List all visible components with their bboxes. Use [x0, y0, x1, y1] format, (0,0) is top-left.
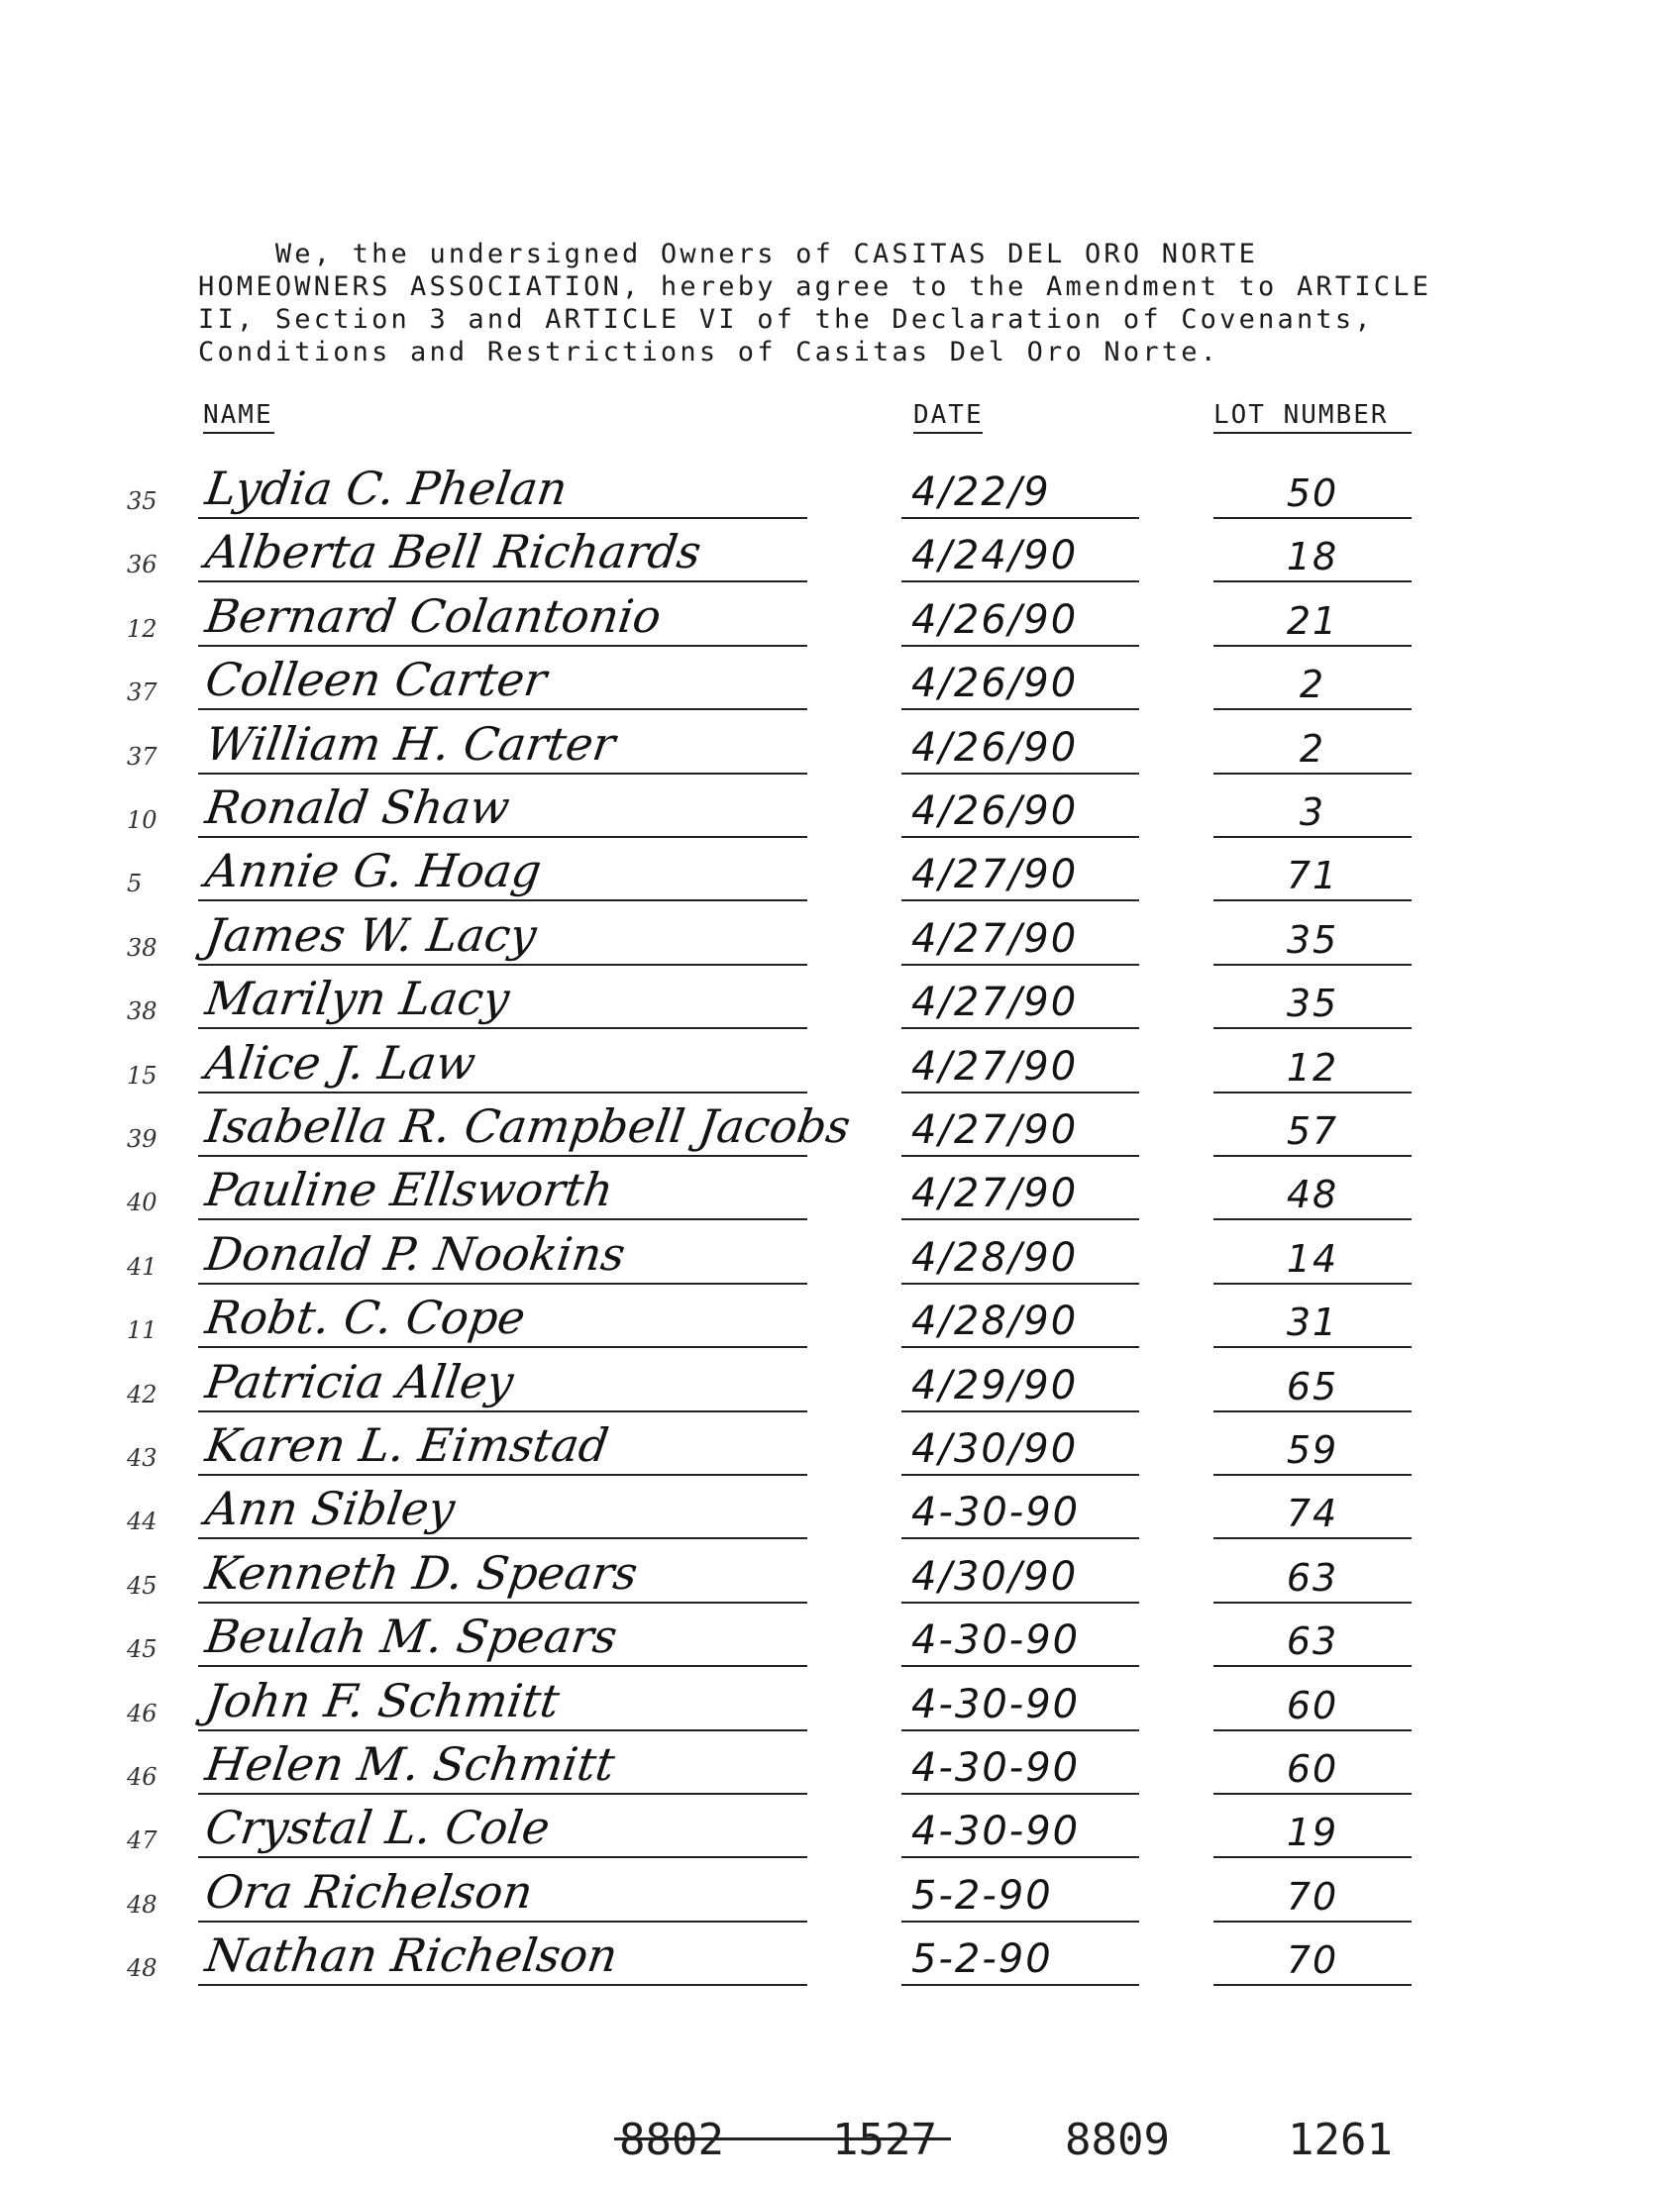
owner-signature: Beulah M. Spears: [202, 1610, 621, 1664]
lot-number: 65: [1286, 1364, 1339, 1408]
entry-number: 15: [127, 1061, 158, 1090]
signature-date: 4/28/90: [911, 1234, 1079, 1281]
entry-number: 44: [127, 1508, 158, 1536]
owner-signature: Alice J. Law: [202, 1035, 479, 1090]
agreement-line: HOMEOWNERS ASSOCIATION, hereby agree to the Amendment to ARTICLE: [198, 271, 1432, 302]
entry-number: 37: [127, 678, 158, 707]
signature-date: 4/27/90: [911, 852, 1079, 898]
entry-number: 41: [127, 1252, 158, 1281]
entry-number: 38: [127, 997, 158, 1026]
table-row: [0, 1857, 1680, 1923]
lot-number: 35: [1286, 917, 1339, 962]
entry-number: 48: [127, 1890, 158, 1919]
agreement-text: [198, 238, 1525, 368]
signature-date: 4-30-90: [911, 1809, 1081, 1855]
entry-number: 43: [127, 1444, 158, 1472]
entry-number: 45: [127, 1571, 158, 1600]
entry-number: 46: [127, 1763, 158, 1791]
table-row: [0, 709, 1680, 775]
entry-number: 12: [127, 614, 158, 643]
table-row: [0, 1283, 1680, 1348]
entry-number: 5: [127, 870, 143, 898]
table-row: [0, 1538, 1680, 1604]
entry-number: 37: [127, 742, 158, 771]
owner-signature: Nathan Richelson: [202, 1928, 621, 1983]
signature-date: 4/27/90: [911, 1043, 1079, 1090]
table-row: [0, 645, 1680, 710]
header-underline: [203, 432, 274, 434]
entry-number: 38: [127, 933, 158, 962]
date-line: [901, 1984, 1139, 1986]
owner-signature: Colleen Carter: [202, 653, 551, 707]
entry-number: 42: [127, 1380, 158, 1408]
signature-date: 4/27/90: [911, 980, 1079, 1026]
table-row: [0, 454, 1680, 519]
page-number: 1261: [1288, 2115, 1393, 2165]
signature-date: 4/22/9: [911, 469, 1051, 515]
lot-number: 3: [1299, 790, 1326, 834]
lot-number: 12: [1286, 1045, 1339, 1090]
signature-date: 5-2-90: [911, 1936, 1053, 1983]
owner-signature: Isabella R. Campbell Jacobs: [202, 1099, 854, 1153]
owner-signature: Bernard Colantonio: [202, 588, 665, 643]
header-underline: [1213, 432, 1412, 434]
owner-signature: Ora Richelson: [202, 1864, 537, 1919]
owner-signature: John F. Schmitt: [202, 1673, 564, 1727]
owner-signature: Donald P. Nookins: [202, 1226, 629, 1281]
table-row: [0, 1602, 1680, 1667]
lot-number: 71: [1286, 854, 1339, 898]
owner-signature: Kenneth D. Spears: [202, 1545, 642, 1600]
lot-number: 2: [1299, 663, 1326, 707]
owner-signature: Helen M. Schmitt: [202, 1737, 618, 1791]
owner-signature: Pauline Ellsworth: [202, 1163, 617, 1217]
signature-date: 4-30-90: [911, 1490, 1081, 1536]
lot-number: 63: [1286, 1555, 1339, 1600]
name-line: [198, 1984, 807, 1986]
signature-date: 4/27/90: [911, 1171, 1079, 1217]
signature-date: 4-30-90: [911, 1617, 1081, 1664]
entry-number: 47: [127, 1826, 158, 1855]
owner-signature: Crystal L. Cole: [202, 1801, 554, 1855]
signature-date: 4/26/90: [911, 661, 1079, 707]
table-row: [0, 1028, 1680, 1094]
signature-date: 4/28/90: [911, 1299, 1079, 1345]
owner-signature: Lydia C. Phelan: [202, 462, 572, 515]
signature-date: 4/26/90: [911, 724, 1079, 771]
lot-number: 18: [1286, 535, 1339, 579]
name-column-header: NAME: [203, 400, 273, 430]
entry-number: 11: [127, 1316, 158, 1345]
struck-number-a: 8802: [619, 2115, 724, 2165]
table-row: [0, 773, 1680, 838]
lot-number: 21: [1286, 598, 1339, 643]
owner-signature: Annie G. Hoag: [202, 844, 545, 898]
lot-number: 19: [1286, 1811, 1339, 1855]
lot-number: 31: [1286, 1301, 1339, 1345]
table-row: [0, 1347, 1680, 1412]
table-row: [0, 836, 1680, 901]
table-row: [0, 1793, 1680, 1858]
lot-number: 48: [1286, 1173, 1339, 1217]
lot-number: 60: [1286, 1683, 1339, 1727]
lot-number: 60: [1286, 1747, 1339, 1791]
signature-date: 4/27/90: [911, 1107, 1079, 1153]
owner-signature: Alberta Bell Richards: [202, 525, 705, 579]
table-row: [0, 1219, 1680, 1285]
signature-date: 4/24/90: [911, 533, 1079, 579]
entry-number: 46: [127, 1699, 158, 1727]
lot-number: 74: [1286, 1492, 1339, 1536]
owner-signature: Ronald Shaw: [202, 781, 513, 834]
table-row: [0, 1729, 1680, 1795]
lot-line: [1213, 1984, 1412, 1986]
lot-number: 50: [1286, 471, 1339, 515]
signature-date: 4/27/90: [911, 915, 1079, 962]
owner-signature: Ann Sibley: [202, 1482, 459, 1536]
agreement-line: We, the undersigned Owners of CASITAS DEL ORO NORTE: [198, 239, 1259, 269]
date-column-header: DATE: [913, 400, 984, 430]
signature-date: 4/30/90: [911, 1553, 1079, 1600]
lot-number: 70: [1286, 1874, 1339, 1919]
header-underline: [913, 432, 983, 434]
entry-number: 10: [127, 806, 158, 834]
table-row: [0, 964, 1680, 1029]
table-row: [0, 1092, 1680, 1157]
table-row: [0, 900, 1680, 966]
signature-date: 4/26/90: [911, 788, 1079, 834]
entry-number: 40: [127, 1189, 158, 1217]
signature-date: 5-2-90: [911, 1872, 1053, 1919]
table-row: [0, 517, 1680, 582]
book-number: 8809: [1065, 2115, 1170, 2165]
entry-number: 39: [127, 1125, 158, 1153]
lot-column-header: LOT NUMBER: [1213, 400, 1389, 430]
owner-signature: James W. Lacy: [202, 907, 540, 962]
table-row: [0, 1474, 1680, 1539]
table-row: [0, 1666, 1680, 1731]
agreement-line: Conditions and Restrictions of Casitas Del Oro Norte.: [198, 337, 1220, 367]
table-row: [0, 1921, 1680, 1986]
entry-number: 48: [127, 1954, 158, 1983]
entry-number: 45: [127, 1635, 158, 1664]
signature-date: 4-30-90: [911, 1745, 1081, 1791]
lot-number: 57: [1286, 1109, 1339, 1153]
lot-number: 2: [1299, 726, 1326, 771]
entry-number: 36: [127, 551, 158, 579]
owner-signature: Karen L. Eimstad: [202, 1418, 612, 1472]
signature-date: 4/30/90: [911, 1426, 1079, 1472]
owner-signature: William H. Carter: [202, 716, 619, 771]
signature-date: 4-30-90: [911, 1681, 1081, 1727]
table-row: [0, 581, 1680, 647]
struck-number-b: 1527: [832, 2115, 937, 2165]
lot-number: 59: [1286, 1428, 1339, 1472]
entry-number: 35: [127, 487, 158, 515]
lot-number: 14: [1286, 1236, 1339, 1281]
table-row: [0, 1155, 1680, 1220]
lot-number: 35: [1286, 982, 1339, 1026]
owner-signature: Marilyn Lacy: [202, 972, 513, 1026]
agreement-line: II, Section 3 and ARTICLE VI of the Declaration of Covenants,: [198, 304, 1374, 335]
lot-number: 63: [1286, 1619, 1339, 1664]
lot-number: 70: [1286, 1938, 1339, 1983]
table-row: [0, 1410, 1680, 1476]
signature-date: 4/29/90: [911, 1362, 1079, 1408]
signature-date: 4/26/90: [911, 596, 1079, 643]
owner-signature: Robt. C. Cope: [202, 1291, 529, 1345]
owner-signature: Patricia Alley: [202, 1354, 517, 1408]
